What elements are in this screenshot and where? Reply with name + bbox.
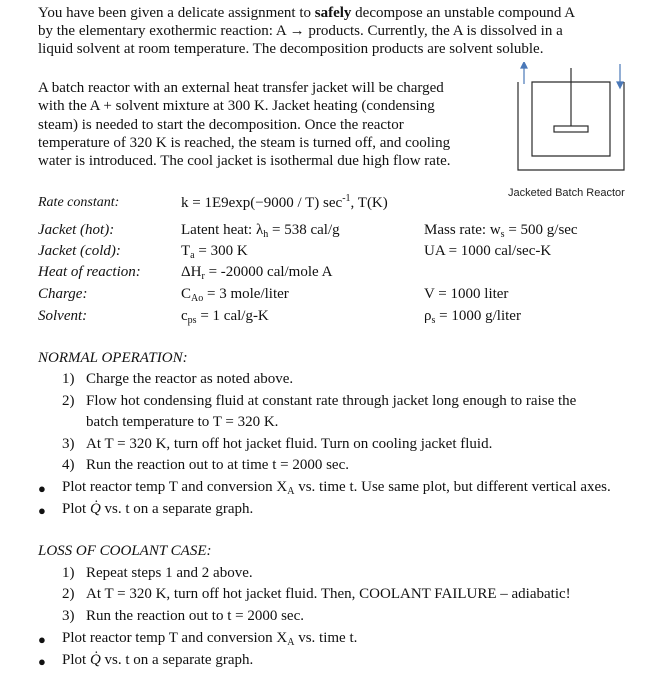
mass-rate-value [424,222,578,240]
impeller [554,126,588,132]
normal-step-1: Charge the reactor as noted above. [86,371,294,387]
normal-step-2a: Flow hot condensing fluid at constant rate through jacket long enough to raise the [86,393,577,409]
latent-heat-num: = 538 cal/g [268,222,340,238]
normal-step-3-num: 3) [62,436,75,452]
charge-label: Charge: [38,286,88,302]
normal-bullet-2 [62,501,253,518]
q-dot-symbol: Q̇ [89,501,101,517]
para2-line-3: steam) is needed to start the decomposition. Once the reactor [38,117,404,133]
intro-emphasis: safely [314,5,352,21]
bullet-text: vs. t on a separate graph. [100,501,254,517]
loss-step-2: At T = 320 K, turn off hot jacket fluid. Then, COOLANT FAILURE – adiabatic! [86,586,571,602]
q-dot-symbol: Q̇ [89,652,101,668]
ua-value: UA = 1000 cal/sec-K [424,243,552,259]
normal-step-4: Run the reaction out to at time t = 2000 sec. [86,457,349,473]
rate-exponent: -1 [342,193,351,204]
solvent-density-text: ρ [424,308,432,324]
intro-text: decompose an unstable compound A [351,5,576,21]
normal-step-2b: batch temperature to T = 320 K. [86,414,279,430]
intro-line-1 [38,4,575,22]
heat-of-reaction-text: ΔH [181,264,202,280]
loss-step-3: Run the reaction out to t = 2000 sec. [86,608,304,624]
bullet-text: vs. t on a separate graph. [100,652,254,668]
coolant-temp-sub: a [190,250,195,261]
mass-rate-sub: s [500,229,505,240]
bullet-text: Plot reactor temp T and conversion X [62,479,288,495]
solvent-cp-sub: ps [187,315,197,326]
normal-operation-heading: NORMAL OPERATION: [38,350,188,366]
charge-num: = 3 mole/liter [203,286,289,302]
bullet-text: Plot [62,652,90,668]
heat-of-reaction-label: Heat of reaction: [38,264,141,280]
jacket-cold-label: Jacket (cold): [38,243,121,259]
normal-step-1-num: 1) [62,371,75,387]
solvent-density-sub: s [431,315,436,326]
charge-sub: Ao [191,293,204,304]
bullet-text: vs. time t. Use same plot, but different vertical axes. [294,479,611,495]
solvent-density-value [424,308,521,326]
loss-bullet-1 [62,630,357,648]
solvent-cp-text: c [181,308,188,324]
intro-line-2: by the elementary exothermic reaction: A → products. Currently, the A is dissolved in a [38,23,563,39]
bullet-icon: ● [38,503,46,518]
charge-value [181,286,289,304]
jacketed-reactor-diagram [510,62,630,178]
intro-text: You have been given a delicate assignment to [38,5,315,21]
solvent-cp-num: = 1 cal/g-K [196,308,269,324]
para2-line-4: temperature of 320 K is reached, the steam is turned off, and cooling [38,135,451,151]
rate-constant-value [181,193,388,212]
solvent-label: Solvent: [38,308,88,324]
normal-step-3: At T = 320 K, turn off hot jacket fluid. Turn on cooling jacket fluid. [86,436,493,452]
bullet-text: vs. time t. [294,630,358,646]
normal-bullet-1 [62,479,611,497]
loss-bullet-2 [62,652,253,669]
loss-step-2-num: 2) [62,586,75,602]
coolant-temp-text: T [181,243,191,259]
para2-line-2: with the A + solvent mixture at 300 K. Jacket heating (condensing [38,98,435,114]
figure-caption: Jacketed Batch Reactor [508,187,625,199]
jacket-hot-label: Jacket (hot): [38,222,115,238]
intro-line-3: liquid solvent at room temperature. The decomposition products are solvent soluble. [38,41,544,57]
volume-value: V = 1000 liter [424,286,509,302]
bullet-icon: ● [38,481,46,496]
heat-of-reaction-sub: r [201,271,205,282]
coolant-temp-num: = 300 K [194,243,248,259]
latent-heat-text: Latent heat: λ [181,222,264,238]
loss-of-coolant-heading: LOSS OF COOLANT CASE: [38,543,212,559]
coolant-temp-value [181,243,248,261]
bullet-icon: ● [38,632,46,647]
bullet-text: Plot reactor temp T and conversion X [62,630,288,646]
solvent-density-num: = 1000 g/liter [435,308,521,324]
heat-of-reaction-num: = -20000 cal/mole A [204,264,333,280]
heat-of-reaction-value [181,264,332,282]
para2-line-1: A batch reactor with an external heat transfer jacket will be charged [38,80,444,96]
normal-step-2-num: 2) [62,393,75,409]
solvent-cp-value [181,308,269,326]
rate-unit: , T(K) [350,195,388,211]
bullet-text: Plot [62,501,90,517]
bullet-sub: A [287,486,295,497]
mass-rate-text: Mass rate: w [424,222,501,238]
charge-text: C [181,286,192,302]
bullet-icon: ● [38,654,46,669]
latent-heat-value [181,222,340,240]
loss-step-3-num: 3) [62,608,75,624]
loss-step-1-num: 1) [62,565,75,581]
rate-formula: k = 1E9exp(−9000 / T) sec [181,195,343,211]
rate-constant-label: Rate constant: [38,195,120,210]
bullet-sub: A [287,637,295,648]
loss-step-1: Repeat steps 1 and 2 above. [86,565,253,581]
inlet-arrowhead [521,62,527,68]
outlet-arrowhead [617,82,623,88]
mass-rate-num: = 500 g/sec [504,222,578,238]
para2-line-5: water is introduced. The cool jacket is isothermal due high flow rate. [38,153,451,169]
normal-step-4-num: 4) [62,457,75,473]
latent-heat-sub: h [263,229,269,240]
